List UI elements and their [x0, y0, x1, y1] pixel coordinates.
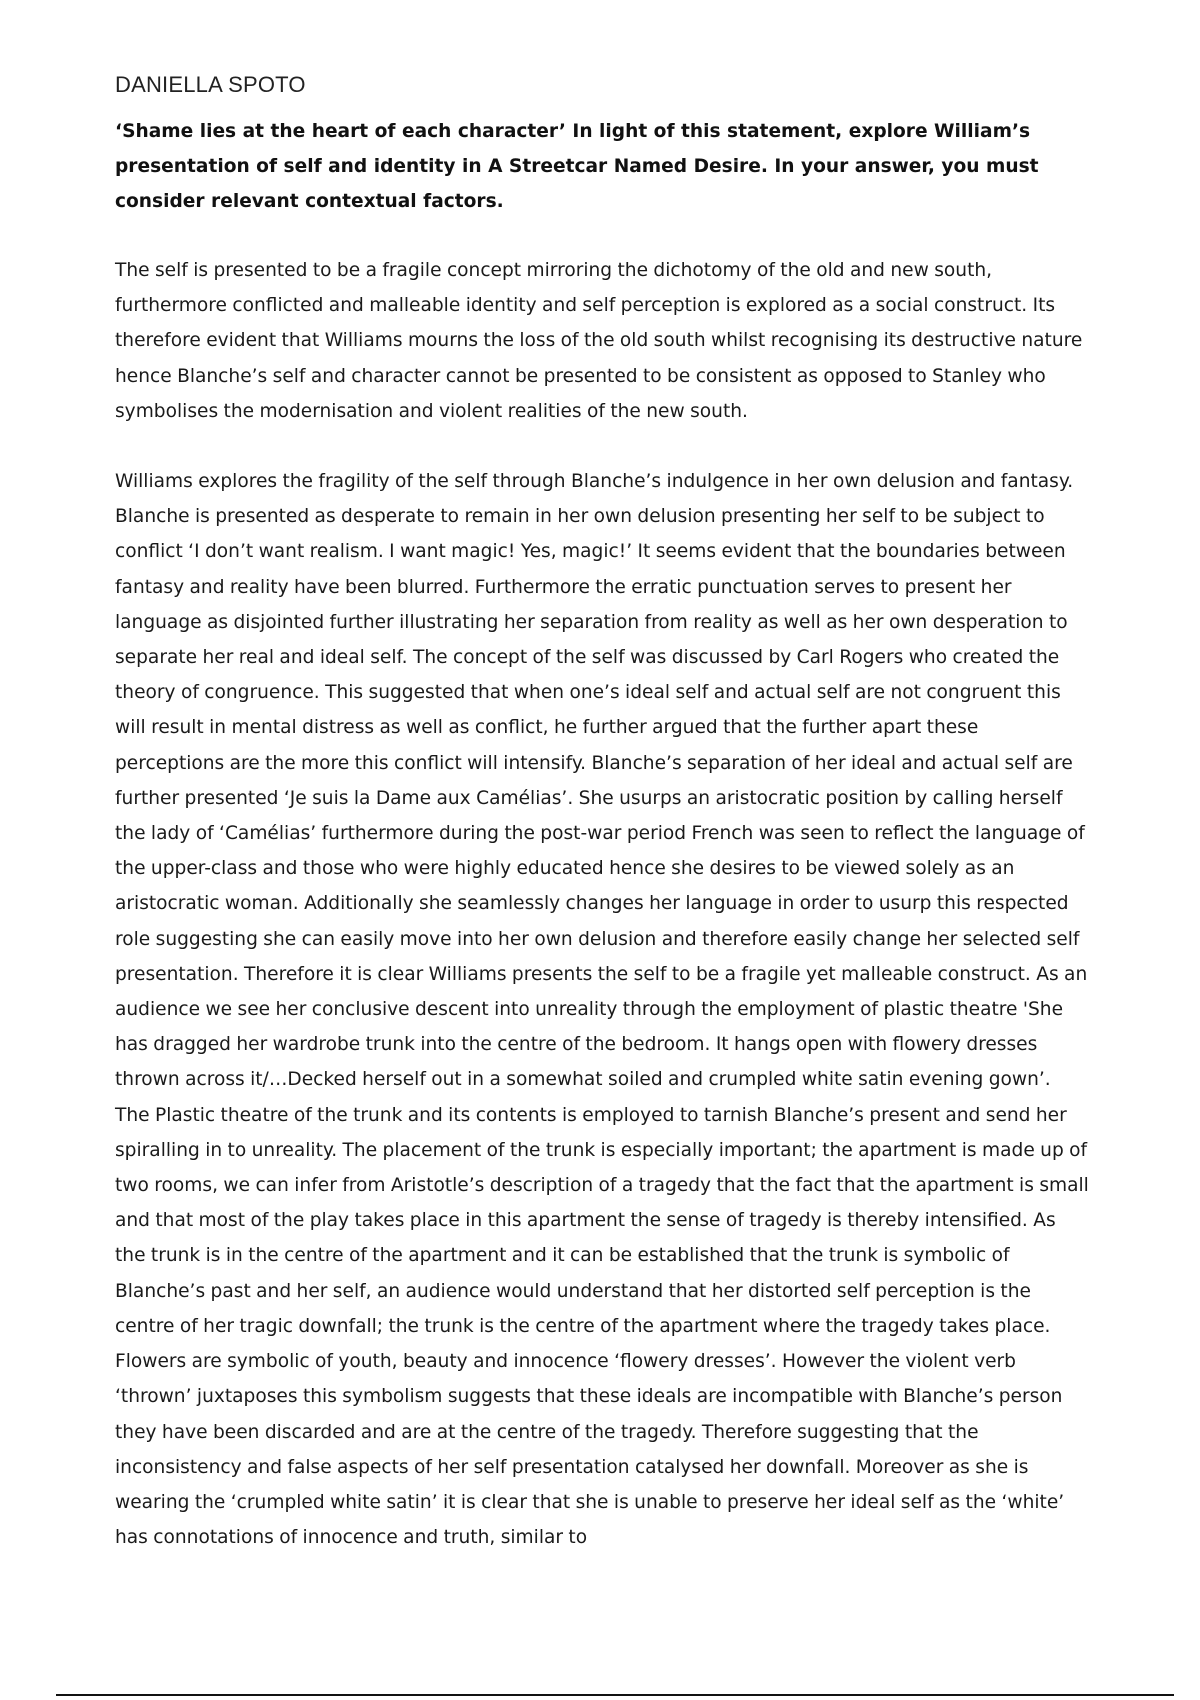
page-bottom-divider — [56, 1694, 1174, 1696]
essay-question: ‘Shame lies at the heart of each character’ In light of this statement, explore William’s presentation of self and identity in A Streetcar Named Desire. In your answer, you must consider relevant contextual factors. — [115, 121, 1039, 212]
document-page — [115, 68, 1090, 1555]
essay-paragraph-introduction: The self is presented to be a fragile concept mirroring the dichotomy of the old and new south, furthermore conflicted and malleable identity and self perception is explored as a social construct. Its therefore evident that Williams mourns the loss of the old south whilst recognising its destructive nature hence Blanche’s self and character cannot be presented to be consistent as opposed to Stanley who symbolises the modernisation and violent realities of the new south. — [115, 260, 1083, 422]
essay-paragraph-body: Williams explores the fragility of the self through Blanche’s indulgence in her own delusion and fantasy. Blanche is presented as desperate to remain in her own delusion presenting her self to be subject to conflict ‘I don’t want realism. I want magic! Yes, magic!’ It seems evident that the boundaries between fantasy and reality have been blurred. Furthermore the erratic punctuation serves to present her language as disjointed further illustrating her separation from reality as well as her own desperation to separate her real and ideal self. The concept of the self was discussed by Carl Rogers who created the theory of congruence. This suggested that when one’s ideal self and actual self are not congruent this will result in mental distress as well as conflict, he further argued that the further apart these perceptions are the more this conflict will intensify. Blanche’s separation of her ideal and actual self are further presented ‘Je suis la Dame aux Camélias’. She usurps an aristocratic position by calling herself the lady of ‘Camélias’ furthermore during the post-war period French was seen to reflect the language of the upper-class and those who were highly educated hence she desires to be viewed solely as an aristocratic woman. Additionally she seamlessly changes her language in order to usurp this respected role suggesting she can easily move into her own delusion and therefore easily change her selected self presentation. Therefore it is clear Williams presents the self to be a fragile yet malleable construct. As an audience we see her conclusive descent into unreality through the employment of plastic theatre 'She has dragged her wardrobe trunk into the centre of the bedroom. It hangs open with flowery dresses thrown across it/…Decked herself out in a somewhat soiled and crumpled white satin evening gown’. The Plastic theatre of the trunk and its contents is employed to tarnish Blanche’s present and send her spiralling in to unreality. The placement of the trunk is especially important; the apartment is made up of two rooms, we can infer from Aristotle’s description of a tragedy that the fact that the apartment is small and that most of the play takes place in this apartment the sense of tragedy is thereby intensified. As the trunk is in the centre of the apartment and it can be established that the trunk is symbolic of Blanche’s past and her self, an audience would understand that her distorted self perception is the centre of her tragic downfall; the trunk is the centre of the apartment where the tragedy takes place. Flowers are symbolic of youth, beauty and innocence ‘flowery dresses’. However the violent verb ‘thrown’ juxtaposes this symbolism suggests that these ideals are incompatible with Blanche’s person they have been discarded and are at the centre of the tragedy. Therefore suggesting that the inconsistency and false aspects of her self presentation catalysed her downfall. Moreover as she is wearing the ‘crumpled white satin’ it is clear that she is unable to preserve her ideal self as the ‘white’ has connotations of innocence and truth, similar to — [115, 471, 1089, 1549]
author-name: DANIELLA SPOTO — [115, 72, 306, 97]
